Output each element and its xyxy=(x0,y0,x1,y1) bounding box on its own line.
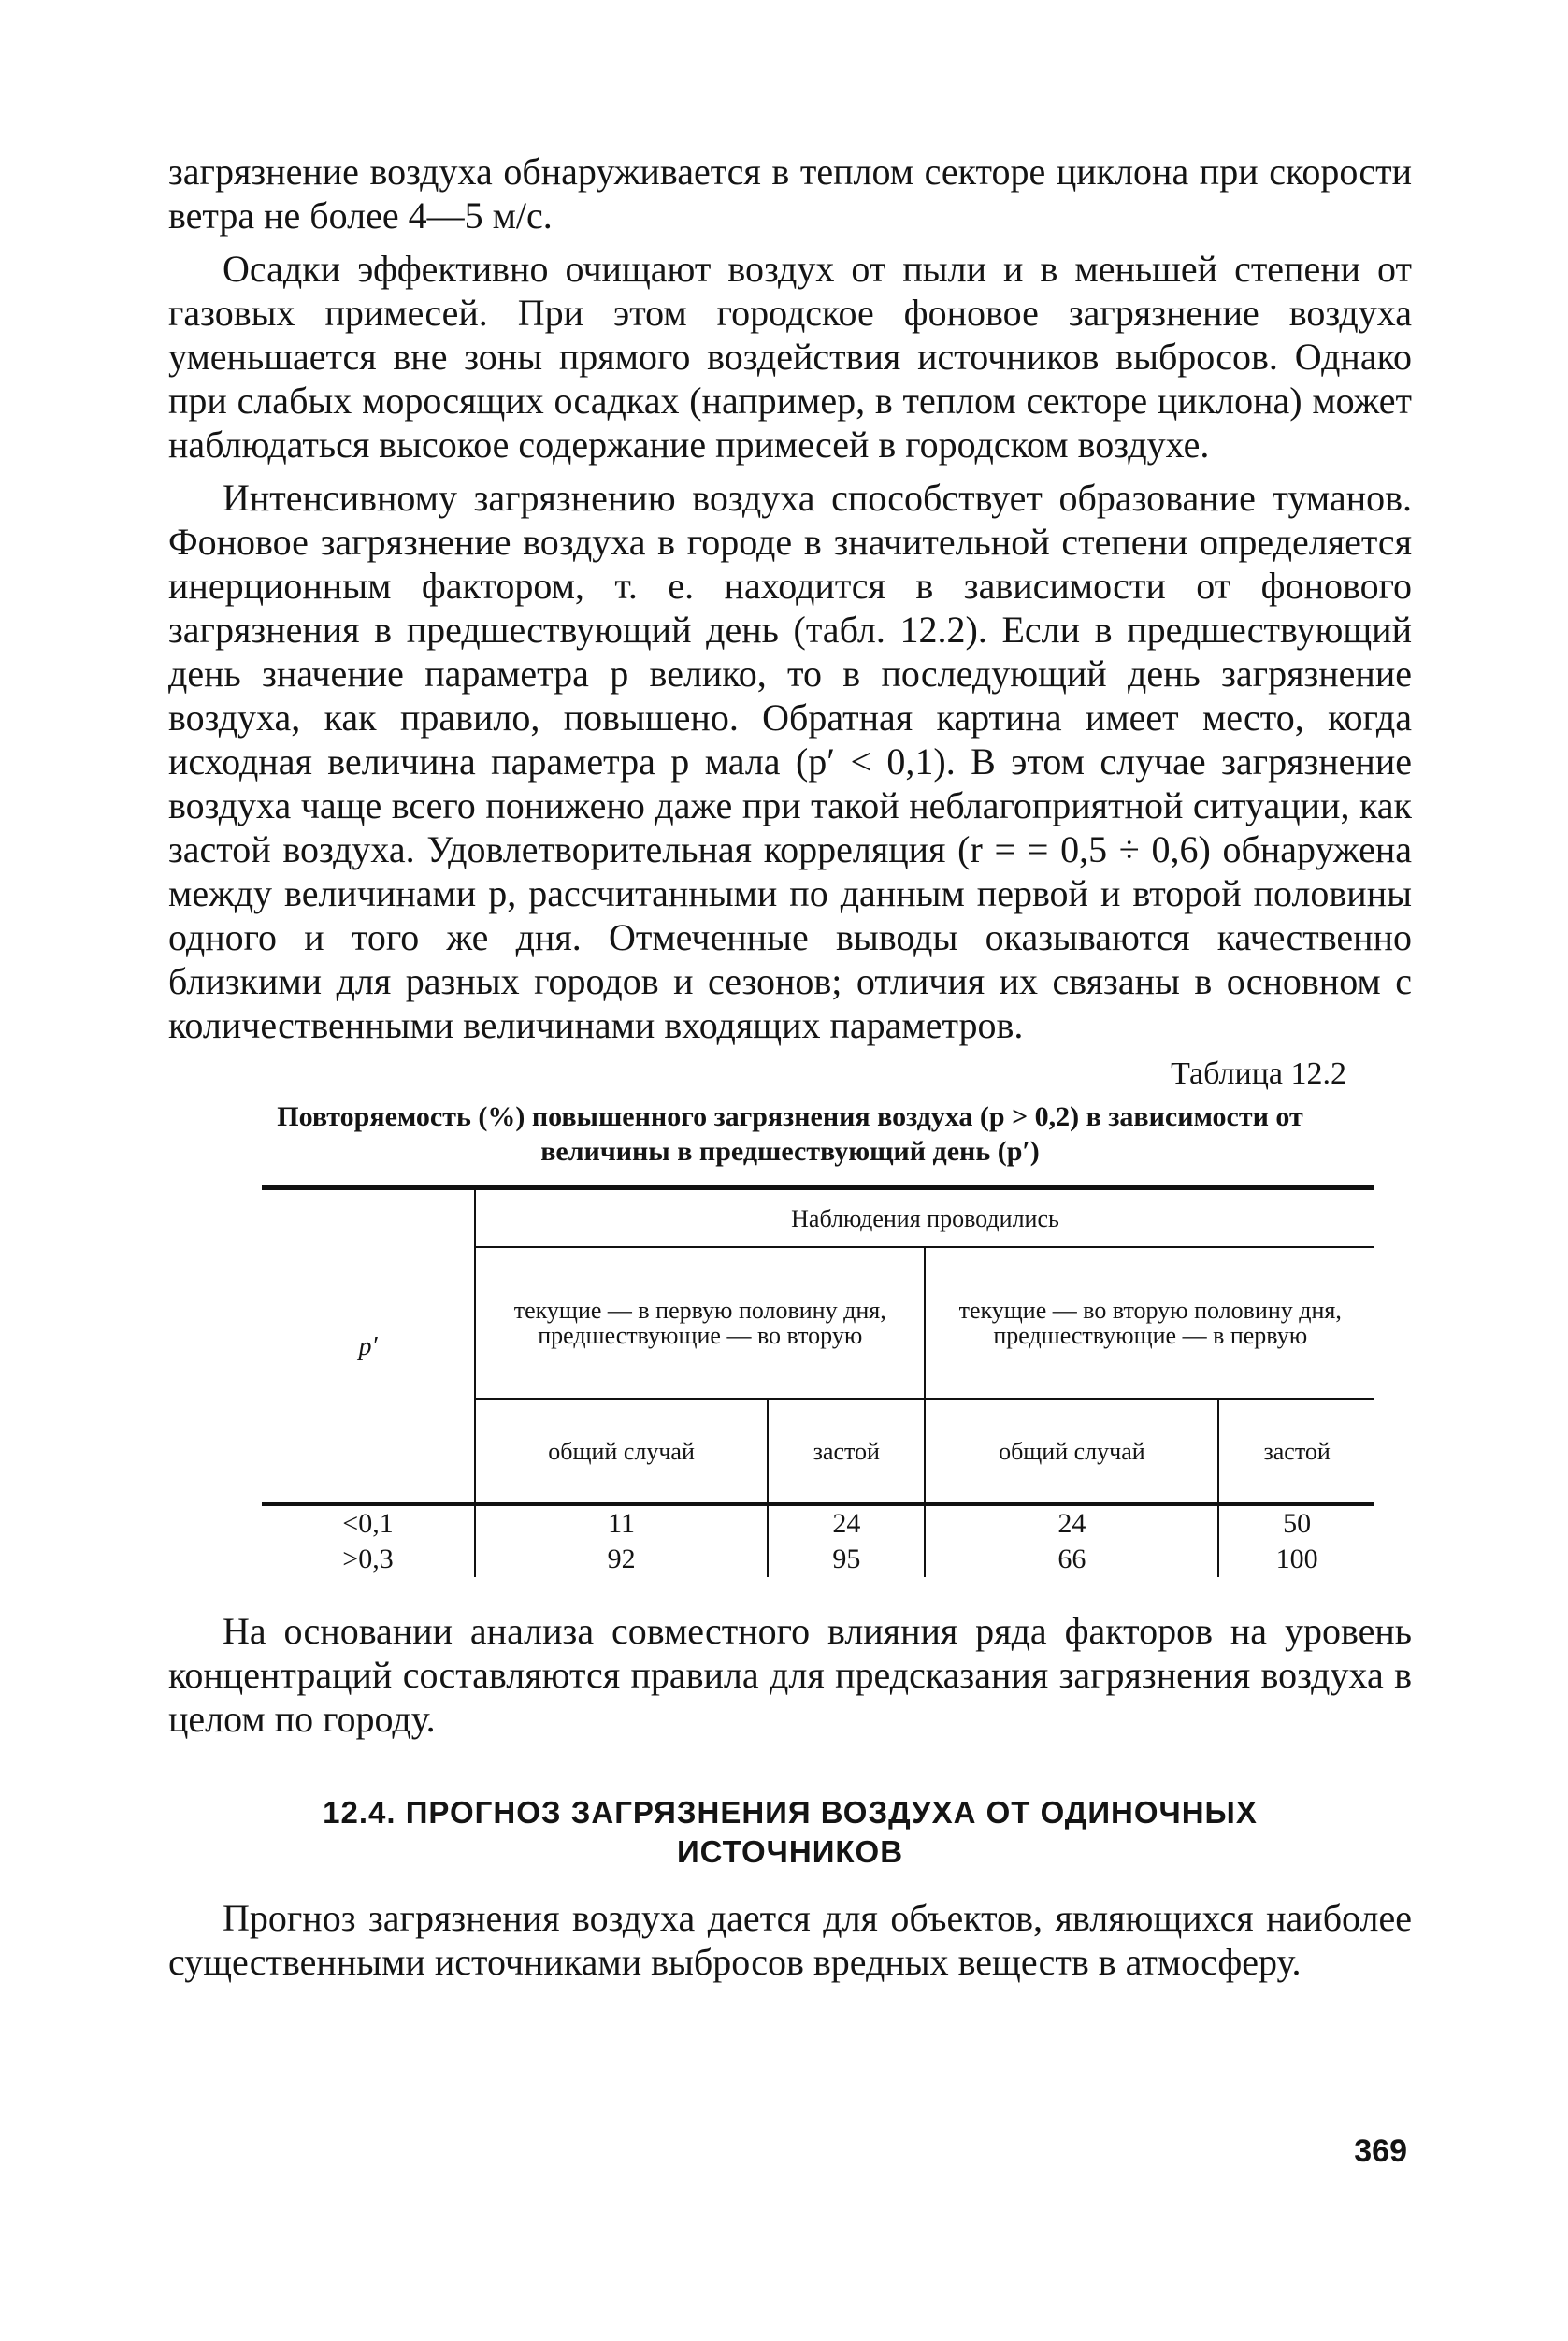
table-caption: Повторяемость (%) повышенного загрязнения воздуха (p > 0,2) в зависимости от величины в предшествующий день (p′) xyxy=(277,1101,1303,1167)
table-value: 66 xyxy=(1057,1544,1086,1574)
table-value: 24 xyxy=(832,1508,861,1539)
paragraph-4: На основании анализа совместного влияния ряда факторов на уровень концентраций составляются правила для предсказания загрязнения воздуха в целом по городу. xyxy=(168,1610,1412,1740)
data-table-wrapper xyxy=(262,1185,1374,1577)
p-value: <0,1 xyxy=(342,1508,394,1539)
values-cell xyxy=(1218,1504,1374,1577)
col-header-general-2: общий случай xyxy=(925,1399,1218,1504)
table-value: 11 xyxy=(608,1508,636,1539)
paragraph-3: Интенсивному загрязнению воздуха способствует образование туманов. Фоновое загрязнение воздуха в городе в значительной степени определяется инерционным фактором, т. е. находится в зависимости от фонового загрязнения в предшествующий день (табл. 12.2). Если в предшествующий день значение параметра p велико, то в последующий день загрязнение воздуха, как правило, повышено. Обратная картина имеет место, когда исходная величина параметра p мала (p′ < 0,1). В этом случае загрязнение воздуха чаще всего понижено даже при такой неблагоприятной ситуации, как застой воздуха. Удовлетворительная корреляция (r = = 0,5 ÷ 0,6) обнаружена между величинами p, рассчитанными по данным первой и второй половины одного и того же дня. Отмеченные выводы оказываются качественно близкими для разных городов и сезонов; отличия их связаны в основном с количественными величинами входящих параметров. xyxy=(168,477,1412,1046)
row-header-cell: p′ xyxy=(262,1188,475,1505)
paragraph-5: Прогноз загрязнения воздуха дается для объектов, являющихся наиболее существенными источниками выбросов вредных веществ в атмосферу. xyxy=(168,1897,1412,1983)
p-values-cell xyxy=(262,1504,475,1577)
col-header-general-1: общий случай xyxy=(475,1399,768,1504)
values-cell xyxy=(925,1504,1218,1577)
table-value: 100 xyxy=(1275,1544,1318,1574)
col-header-stagnation-1: застой xyxy=(768,1399,925,1504)
page-content xyxy=(168,150,1412,1993)
table-value: 50 xyxy=(1283,1508,1312,1539)
subgroup-header-1: текущие — в первую половину дня, предшествующие — во вторую xyxy=(475,1247,925,1399)
table-value: 92 xyxy=(607,1544,636,1574)
table-value: 95 xyxy=(832,1544,861,1574)
section-heading: 12.4. ПРОГНОЗ ЗАГРЯЗНЕНИЯ ВОЗДУХА ОТ ОДИНОЧНЫХ ИСТОЧНИКОВ xyxy=(323,1795,1258,1869)
group-header: Наблюдения проводились xyxy=(475,1188,1374,1248)
col-header-stagnation-2: застой xyxy=(1218,1399,1374,1504)
values-cell xyxy=(768,1504,925,1577)
table-body-row xyxy=(262,1504,1374,1577)
paragraph-1: загрязнение воздуха обнаруживается в теплом секторе циклона при скорости ветра не более 4—5 м/с. xyxy=(168,151,1412,237)
subgroup-header-2: текущие — во вторую половину дня, предшествующие — в первую xyxy=(925,1247,1374,1399)
p-value: >0,3 xyxy=(342,1544,394,1574)
page-number: 369 xyxy=(1354,2133,1407,2169)
paragraph-2: Осадки эффективно очищают воздух от пыли и в меньшей степени от газовых примесей. При этом городское фоновое загрязнение воздуха уменьшается вне зоны прямого воздействия источников выбросов. Однако при слабых моросящих осадках (например, в теплом секторе циклона) может наблюдаться высокое содержание примесей в городском воздухе. xyxy=(168,248,1412,466)
data-table xyxy=(262,1185,1374,1577)
table-label: Таблица 12.2 xyxy=(1171,1056,1346,1091)
values-cell xyxy=(475,1504,768,1577)
table-value: 24 xyxy=(1057,1508,1086,1539)
